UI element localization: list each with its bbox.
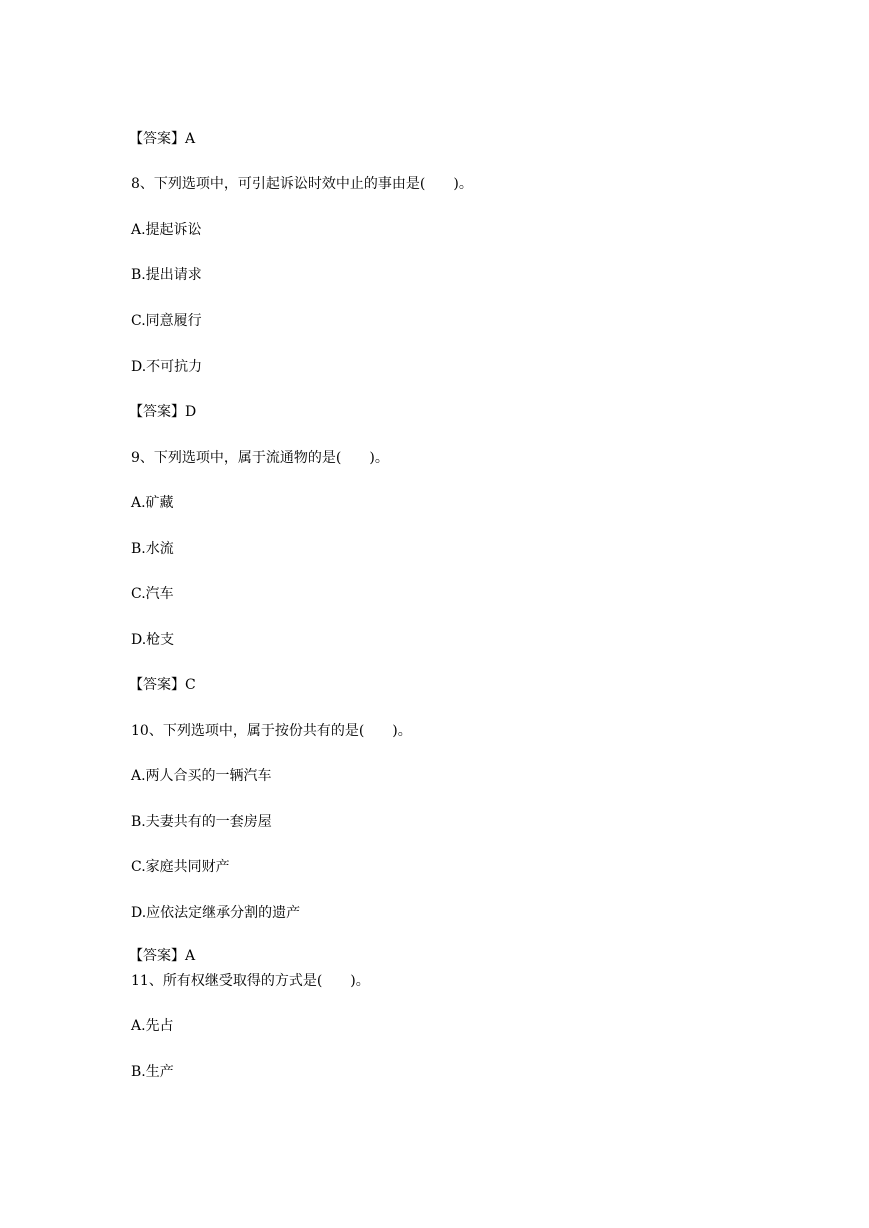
question-line: 10、下列选项中，属于按份共有的是( )。 xyxy=(131,723,412,739)
question-line: 8、下列选项中，可引起诉讼时效中止的事由是( )。 xyxy=(131,176,473,192)
option-line: D.不可抗力 xyxy=(131,359,203,375)
option-line: A.两人合买的一辆汽车 xyxy=(131,768,272,784)
question-line: 11、所有权继受取得的方式是( )。 xyxy=(131,973,370,989)
option-line: A.矿藏 xyxy=(131,495,174,511)
option-line: C.家庭共同财产 xyxy=(131,859,230,875)
option-line: B.生产 xyxy=(131,1064,174,1080)
question-line: 9、下列选项中，属于流通物的是( )。 xyxy=(131,450,389,466)
option-line: A.提起诉讼 xyxy=(131,222,202,238)
answer-line: 【答案】A xyxy=(129,131,196,147)
answer-line: 【答案】D xyxy=(129,404,197,420)
option-line: B.夫妻共有的一套房屋 xyxy=(131,814,272,830)
option-line: B.提出请求 xyxy=(131,267,202,283)
option-line: A.先占 xyxy=(131,1018,174,1034)
answer-line: 【答案】A xyxy=(129,948,196,964)
option-line: D.应依法定继承分割的遗产 xyxy=(131,905,301,921)
option-line: B.水流 xyxy=(131,541,174,557)
answer-line: 【答案】C xyxy=(129,677,196,693)
option-line: D.枪支 xyxy=(131,632,175,648)
option-line: C.同意履行 xyxy=(131,313,202,329)
option-line: C.汽车 xyxy=(131,586,174,602)
